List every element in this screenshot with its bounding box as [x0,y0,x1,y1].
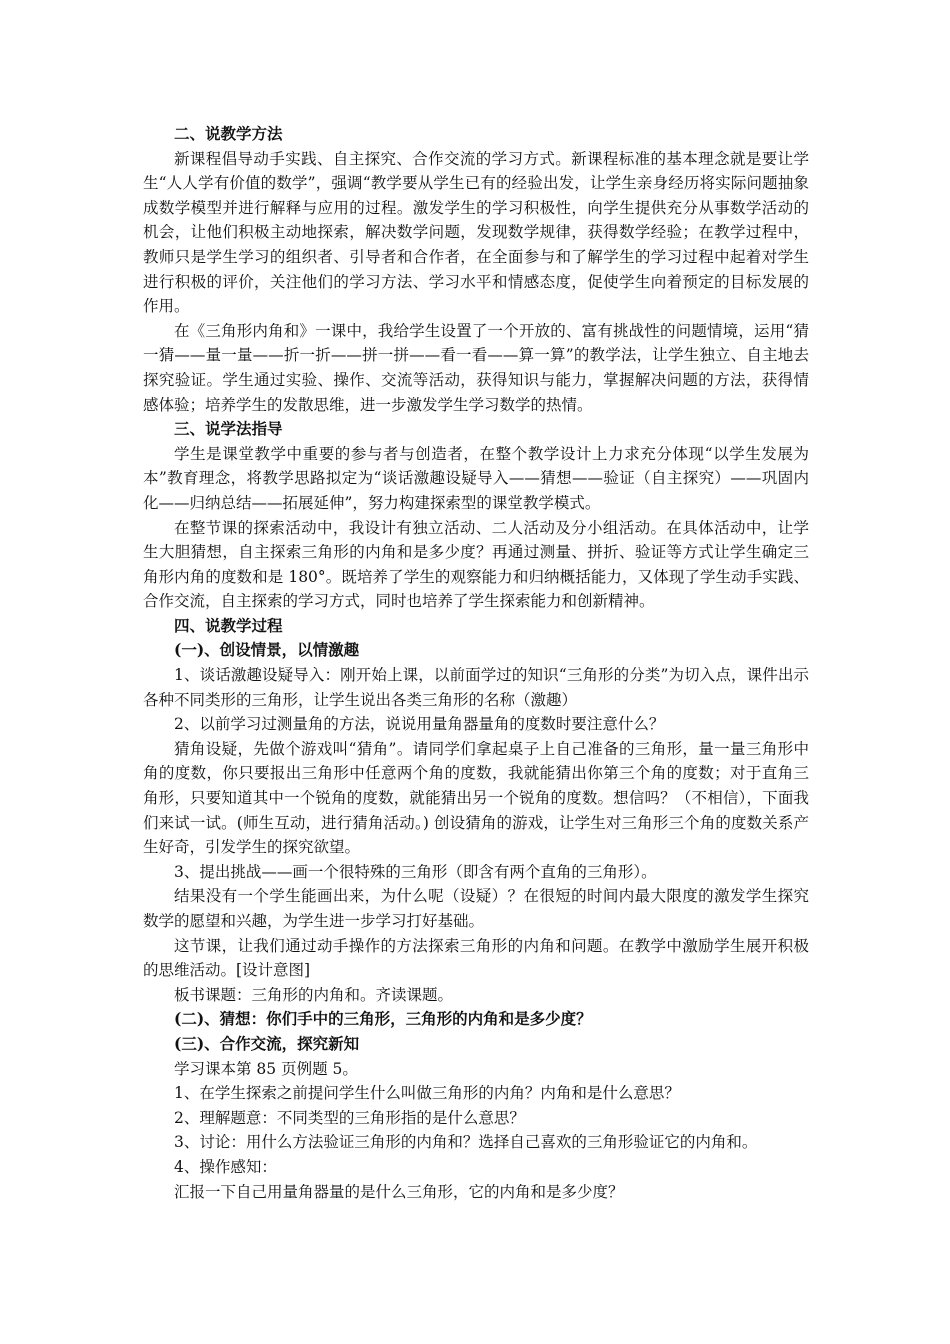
paragraph: 2、以前学习过测量角的方法，说说用量角器量角的度数时要注意什么？ [174,715,665,734]
paragraph: 汇报一下自己用量角器量的是什么三角形，它的内角和是多少度？ [174,1182,624,1201]
section-heading-teaching-process: 四、说教学过程 [174,615,283,635]
paragraph: 3、提出挑战——画一个很特殊的三角形（即含有两个直角的三角形）。 [174,862,657,881]
paragraph: 学生是课堂教学中重要的参与者与创造者，在整个教学设计上力求充分体现“以学生发展为本”教育理念，将教学思路拟定为“谈话激趣设疑导入——猜想——验证（自主探究）——巩固内化——归纳总结——拓展延伸”，努力构建探索型的课堂教学模式。 [143,444,809,512]
paragraph: 猜角设疑，先做个游戏叫“猜角”。请同学们拿起桌子上自己准备的三角形，量一量三角形中角的度数，你只要报出三角形中任意两个角的度数，我就能猜出你第三个角的度数；对于直角三角形，只要知道其中一个锐角的度数，就能猜出另一个锐角的度数。想信吗？（不相信），下面我们来试一试。(师生互动，进行猜角活动。) 创设猜角的游戏，让学生对三角形三个角的度数关系产生好奇，引发学生的探究欲望。 [143,739,809,857]
section-heading-teaching-methods: 二、说教学方法 [174,124,283,143]
document-page [143,122,809,1204]
paragraph: 1、谈话激趣设疑导入：刚开始上课，以前面学过的知识“三角形的分类”为切入点，课件出示各种不同类形的三角形，让学生说出各类三角形的名称（激趣） [143,666,809,709]
subheading: (二)、猜想：你们手中的三角形，三角形的内角和是多少度？ [174,1009,592,1029]
paragraph: 这节课，让我们通过动手操作的方法探索三角形的内角和问题。在教学中激励学生展开积极的思维活动。[设计意图] [143,936,809,980]
paragraph: 板书课题：三角形的内角和。齐读课题。 [174,985,454,1004]
paragraph: 学习课本第 85 页例题 5。 [174,1059,358,1078]
paragraph: 在整节课的探索活动中，我设计有独立活动、二人活动及分小组活动。在具体活动中，让学生大胆猜想，自主探索三角形的内角和是多少度？再通过测量、拼折、验证等方式让学生确定三角形内角的度数和是 180°。既培养了学生的观察能力和归纳概括能力，又体现了学生动手实践、合作交流，自主探索的学习方式，同时也培养了学生探索能力和创新精神。 [143,518,809,611]
paragraph: 3、讨论：用什么方法验证三角形的内角和？选择自己喜欢的三角形验证它的内角和。 [174,1133,758,1152]
subheading: (一)、创设情景，以情激趣 [174,640,360,660]
paragraph: 在《三角形内角和》一课中，我给学生设置了一个开放的、富有挑战性的问题情境，运用“猜一猜——量一量——折一折——拼一拼——看一看——算一算”的教学法，让学生独立、自主地去探究验证。学生通过实验、操作、交流等活动，获得知识与能力，掌握解决问题的方法，获得情感体验；培养学生的发散思维，进一步激发学生学习数学的热情。 [143,321,809,414]
paragraph: 2、理解题意：不同类型的三角形指的是什么意思？ [174,1108,525,1127]
paragraph: 新课程倡导动手实践、自主探究、合作交流的学习方式。新课程标准的基本理念就是要让学生“人人学有价值的数学”，强调“教学要从学生已有的经验出发，让学生亲身经历将实际问题抽象成数学模型并进行解释与应用的过程。激发学生的学习积极性，向学生提供充分从事数学活动的机会，让他们积极主动地探索，解决数学问题，发现数学规律，获得数学经验；在教学过程中，教师只是学生学习的组织者、引导者和合作者，在全面参与和了解学生的学习过程中起着对学生进行积极的评价，关注他们的学习方法、学习水平和情感态度，促使学生向着预定的目标发展的作用。 [143,149,809,316]
paragraph: 4、操作感知： [174,1157,277,1176]
section-heading-learning-guidance: 三、说学法指导 [174,419,283,439]
subheading: (三)、合作交流，探究新知 [174,1033,360,1053]
paragraph: 1、在学生探索之前提问学生什么叫做三角形的内角？内角和是什么意思？ [174,1084,680,1103]
paragraph: 结果没有一个学生能画出来，为什么呢（设疑）？在很短的时间内最大限度的激发学生探究数学的愿望和兴趣，为学生进一步学习打好基础。 [143,887,809,930]
